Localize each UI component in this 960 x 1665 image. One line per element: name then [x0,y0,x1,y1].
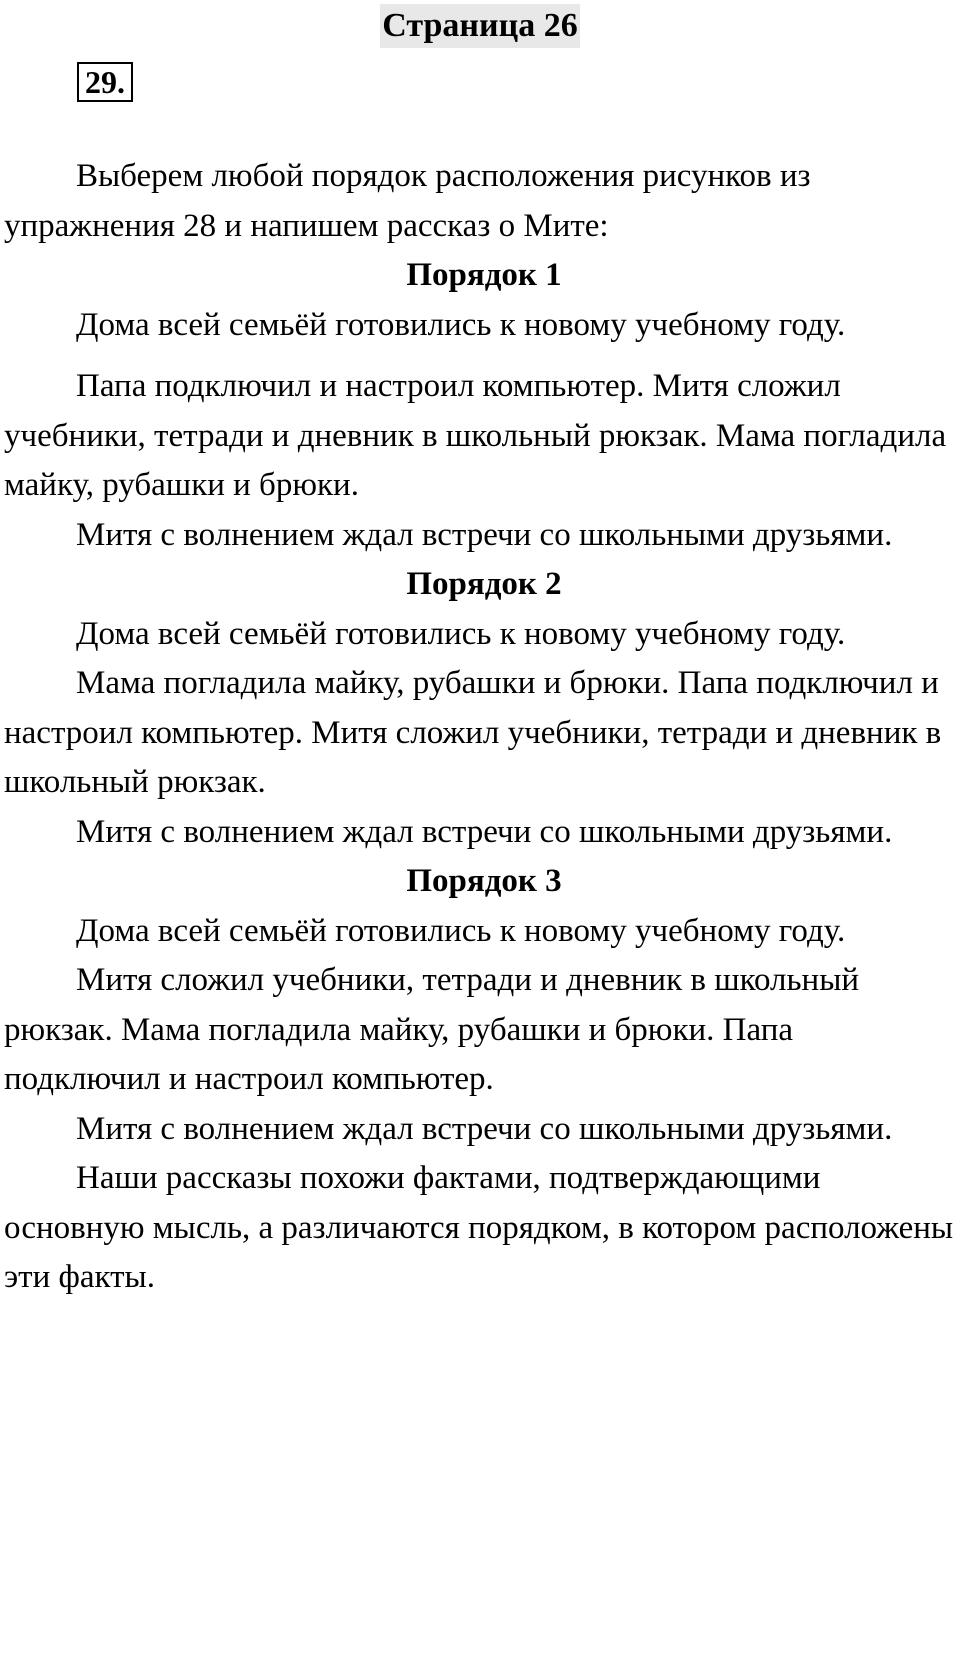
intro-paragraph: Выберем любой порядок расположения рисунков из упражнения 28 и напишем рассказ о Мите: [4,158,811,244]
page-header [0,4,960,48]
order-1-heading: Порядок 1 [406,257,562,293]
order-2-paragraph-1: Дома всей семьёй готовились к новому учебному году. [76,615,846,652]
order-2-paragraph-3: Митя с волнением ждал встречи со школьными друзьями. [76,813,893,850]
task-number-box: 29. [77,62,133,102]
order-3-section [4,857,954,1154]
page-title: Страница 26 [380,4,579,48]
order-2-heading: Порядок 2 [406,566,562,602]
order-2-paragraph-2: Мама погладила майку, рубашки и брюки. Папа подключил и настроил компьютер. Митя сложил учебники, тетради и дневник в школьный рюкзак. [4,665,942,800]
order-1-paragraph-1: Дома всей семьёй готовились к новому учебному году. [76,306,846,343]
order-1-section [4,251,954,560]
order-2-section [4,560,954,857]
order-3-heading: Порядок 3 [406,863,562,899]
order-3-paragraph-1: Дома всей семьёй готовились к новому учебному году. [76,912,846,949]
order-3-paragraph-3: Митя с волнением ждал встречи со школьными друзьями. [76,1110,893,1147]
document-body [4,152,954,1303]
order-3-paragraph-2: Митя сложил учебники, тетради и дневник в школьный рюкзак. Мама погладила майку, рубашки и брюки. Папа подключил и настроил компьютер. [4,962,860,1097]
conclusion-paragraph: Наши рассказы похожи фактами, подтверждающими основную мысль, а различаются порядком, в котором расположены эти факты. [4,1160,954,1295]
order-1-paragraph-3: Митя с волнением ждал встречи со школьными друзьями. [76,516,893,553]
order-1-paragraph-2: Папа подключил и настроил компьютер. Митя сложил учебники, тетради и дневник в школьный рюкзак. Мама погладила майку, рубашки и брюки. [4,368,947,503]
